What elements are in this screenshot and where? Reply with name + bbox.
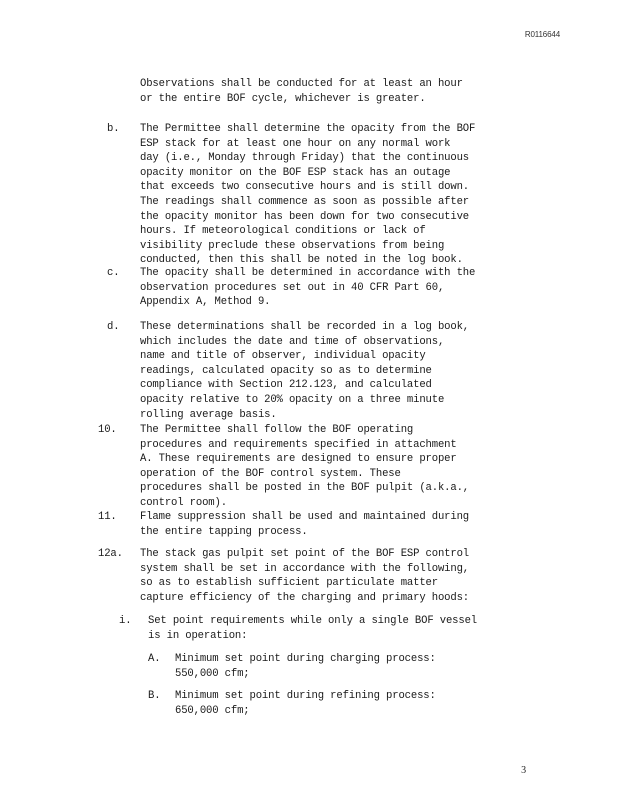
paragraph-line: opacity monitor on the BOF ESP stack has an outage [140, 166, 451, 179]
paragraph-line: The Permittee shall determine the opacity from the BOF [140, 123, 476, 135]
paragraph-line: observation procedures set out in 40 CFR Part 60, [140, 281, 445, 294]
paragraph-line: 550,000 cfm; [175, 667, 250, 680]
paragraph-line: is in operation: [148, 629, 248, 642]
paragraph-line: procedures and requirements specified in attachment [140, 438, 457, 451]
paragraph-line: Set point requirements while only a single BOF vessel [148, 615, 477, 627]
paragraph-line: 650,000 cfm; [175, 704, 250, 717]
item-marker-B: B. [148, 690, 161, 702]
item-marker-i: i. [119, 615, 132, 627]
paragraph-line: the entire tapping process. [140, 525, 308, 538]
paragraph-line: The opacity shall be determined in accordance with the [140, 267, 476, 279]
paragraph-line: visibility preclude these observations from being [140, 239, 445, 252]
document-id: R0116644 [524, 30, 560, 39]
item-marker-c: c. [107, 267, 120, 279]
item-marker-b: b. [107, 123, 120, 135]
paragraph-line: A. These requirements are designed to ensure proper [140, 453, 457, 466]
paragraph-line: system shall be set in accordance with the following, [140, 562, 469, 575]
paragraph-line: name and title of observer, individual opacity [140, 350, 426, 363]
item-marker-d: d. [107, 321, 120, 333]
item-i-paragraph [148, 614, 477, 643]
item-B-paragraph [175, 689, 436, 718]
item-marker-11: 11. [98, 511, 117, 523]
paragraph-line: rolling average basis. [140, 408, 277, 421]
item-c-paragraph [140, 266, 475, 310]
paragraph-line: so as to establish sufficient particulate matter [140, 577, 438, 590]
item-b-paragraph [140, 122, 475, 268]
paragraph-line: Flame suppression shall be used and maintained during [140, 511, 469, 523]
paragraph-line: or the entire BOF cycle, whichever is greater. [140, 92, 426, 105]
paragraph-line: The stack gas pulpit set point of the BOF ESP control [140, 548, 469, 560]
paragraph-line: operation of the BOF control system. These [140, 467, 401, 480]
paragraph-line: which includes the date and time of observations, [140, 335, 445, 348]
item-marker-A: A. [148, 653, 161, 665]
paragraph-line: The readings shall commence as soon as possible after [140, 195, 469, 208]
paragraph-line: conducted, then this shall be noted in the log book. [140, 254, 463, 267]
item-11-paragraph [140, 510, 469, 539]
paragraph-line: The Permittee shall follow the BOF operating [140, 424, 414, 436]
paragraph-line: that exceeds two consecutive hours and is still down. [140, 181, 469, 194]
paragraph-line: day (i.e., Monday through Friday) that the continuous [140, 152, 469, 165]
item-A-paragraph [175, 652, 436, 681]
item-12a-paragraph [140, 547, 469, 605]
paragraph-line: Minimum set point during refining process: [175, 690, 436, 702]
paragraph-line: These determinations shall be recorded in a log book, [140, 321, 469, 333]
item-d-paragraph [140, 320, 469, 422]
paragraph-line: procedures shall be posted in the BOF pulpit (a.k.a., [140, 482, 469, 495]
paragraph-line: compliance with Section 212.123, and calculated [140, 379, 432, 392]
paragraph-line: hours. If meteorological conditions or lack of [140, 225, 426, 238]
item-marker-12a: 12a. [98, 548, 123, 560]
paragraph-line: control room). [140, 496, 227, 509]
paragraph-line: opacity relative to 20% opacity on a three minute [140, 393, 445, 406]
paragraph-line: ESP stack for at least one hour on any normal work [140, 137, 451, 150]
item-marker-10: 10. [98, 424, 117, 436]
page-number: 3 [521, 765, 526, 776]
paragraph-line: Observations shall be conducted for at least an hour [140, 78, 463, 90]
item-10-paragraph [140, 423, 469, 511]
paragraph-line: Appendix A, Method 9. [140, 296, 271, 309]
paragraph-line: readings, calculated opacity so as to determine [140, 364, 432, 377]
continuation-paragraph [140, 77, 463, 106]
paragraph-line: capture efficiency of the charging and primary hoods: [140, 591, 469, 604]
paragraph-line: Minimum set point during charging process: [175, 653, 436, 665]
paragraph-line: the opacity monitor has been down for two consecutive [140, 210, 469, 223]
